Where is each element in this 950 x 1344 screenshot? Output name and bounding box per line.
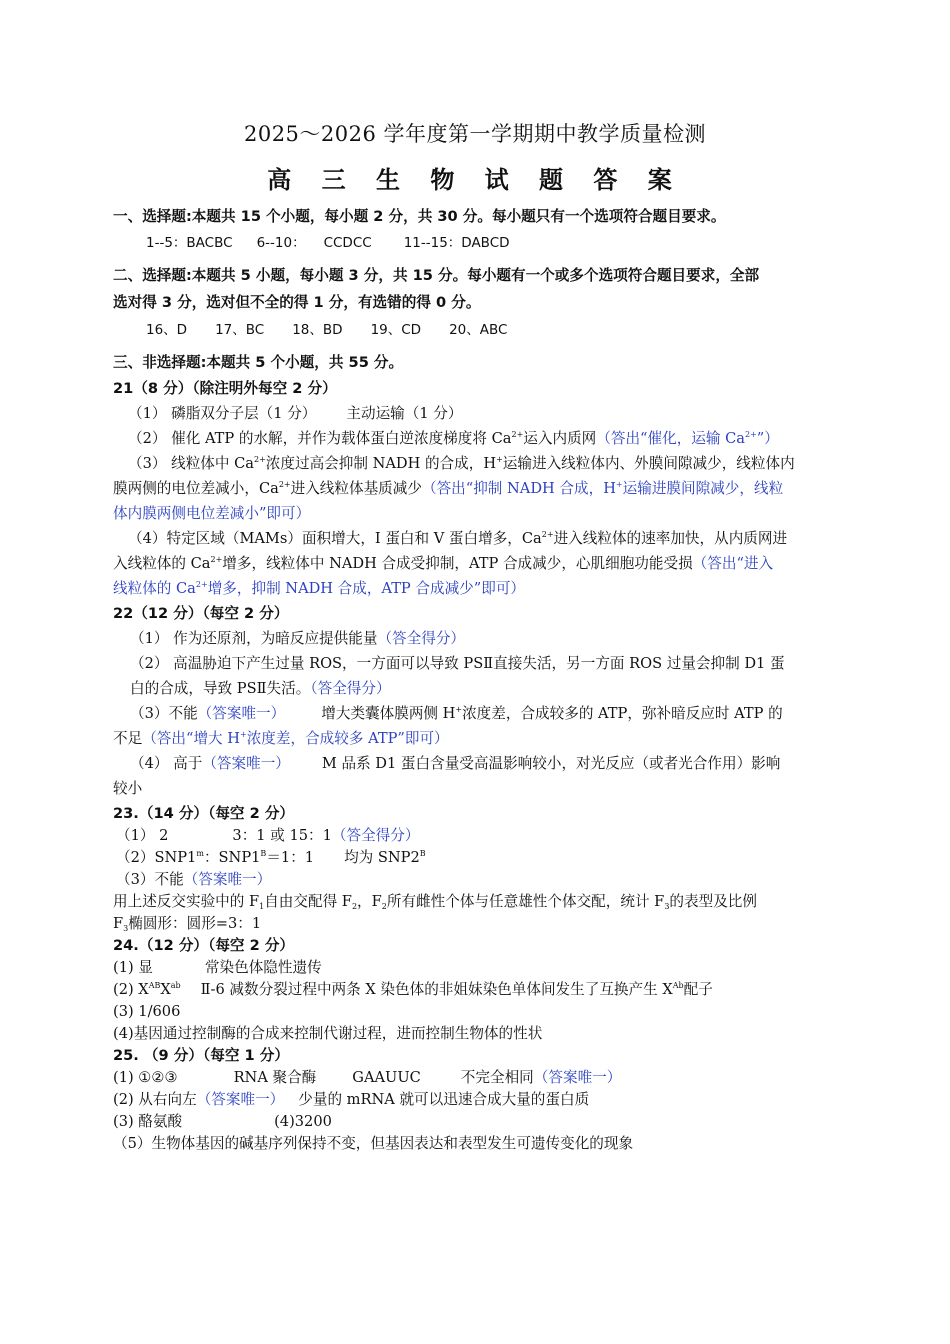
answers-1-5: 1--5：BACBC [146, 235, 233, 251]
grading-note: （答出“增大 H [142, 730, 240, 747]
q21-line-4: 膜两侧的电位差减小，$Ca^{2+}$进入线粒体基质减少（答出“抑制 NADH 合成，H+运输进膜间隙减少，线粒 [113, 480, 784, 497]
section-2-answers [146, 318, 873, 343]
answer-20: 20、ABC [449, 322, 508, 338]
q23-line-4: 用上述反交实验中的 $F_1$自由交配得 $F_2$，$F_2$所有雌性个体与任意雄性个体交配，统计 $F_3$的表型及比例 [113, 893, 757, 911]
q25-line-3: (3) 酪氨酸 (4)3200 [113, 1113, 332, 1130]
q25-line-2: (2) 从右向左（答案唯一） 少量的 mRNA 就可以迅速合成大量的蛋白质 [113, 1091, 590, 1108]
section-1-answers [146, 231, 873, 256]
section-2-heading-line2: 选对得 3 分，选对但不全的得 1 分，有选错的得 0 分。 [113, 294, 481, 311]
grading-note: （答全得分） [331, 827, 420, 844]
q23-line-5: $F_3$椭圆形：圆形=3：1 [113, 915, 262, 933]
q23-line-1: （1） 2 3：1 或 15：1（答全得分） [116, 827, 420, 844]
section-2-heading-line1: 二、选择题:本题共 5 小题，每小题 3 分，共 15 分。每小题有一个或多个选项符合题目要求，全部 [113, 267, 760, 284]
grading-note: （答案唯一） [533, 1069, 622, 1086]
q22-heading: 22（12 分）（每空 2 分） [113, 605, 289, 622]
q24-line-2: (2) $X^{AB}X^{ab}$ Ⅱ-6 减数分裂过程中两条 X 染色体的非姐妹染色单体间发生了互换产生 $X^{Ab}$配子 [113, 981, 713, 998]
grading-note: （答案唯一） [202, 755, 290, 772]
q24-heading: 24.（12 分）（每空 2 分） [113, 937, 295, 954]
q22-line-2: （2） 高温胁迫下产生过量 ROS，一方面可以导致 PSⅡ直接失活，另一方面 ROS 过量会抑制 D1 蛋 [130, 655, 785, 672]
grading-note: （答出“催化，运输 Ca [596, 430, 745, 447]
q21-line-3: （3） 线粒体中 $Ca^{2+}$浓度过高会抑制 NADH 的合成，H+运输进入线粒体内、外膜间隙减少，线粒体内 [128, 455, 795, 472]
q25-line-4: （5）生物体基因的碱基序列保持不变，但基因表达和表型发生可遗传变化的现象 [113, 1135, 634, 1152]
page-title: 高 三 生 物 试 题 答 案 [267, 165, 683, 194]
q24-line-1: (1) 显 常染色体隐性遗传 [113, 959, 322, 976]
answer-18: 18、BD [292, 322, 343, 338]
q22-line-3: 白的合成，导致 PSⅡ失活。（答全得分） [130, 680, 391, 697]
q25-line-1: (1) ①②③ RNA 聚合酶 GAAUUC 不完全相同（答案唯一） [113, 1069, 622, 1086]
q21-line-2: （2） 催化 ATP 的水解，并作为载体蛋白逆浓度梯度将 $Ca^{2+}$运入内质网（答出“催化，运输 $Ca^{2+}$”） [128, 430, 779, 447]
q24-line-4: (4)基因通过控制酶的合成来控制代谢过程，进而控制生物体的性状 [113, 1025, 543, 1042]
grading-note: （答案唯一） [183, 871, 272, 888]
q21-heading: 21（8 分）（除注明外每空 2 分） [113, 380, 337, 397]
section-3-heading: 三、非选择题:本题共 5 个小题，共 55 分。 [113, 354, 404, 371]
exam-term-title: 2025～2026 学年度第一学期期中教学质量检测 [243, 122, 707, 146]
answers-11-15: 11--15：DABCD [403, 235, 510, 251]
grading-note: （答案唯一） [197, 705, 286, 722]
section-1-heading: 一、选择题:本题共 15 个小题，每小题 2 分，共 30 分。每小题只有一个选项符合题目要求。 [113, 208, 726, 225]
answers-6-10-label: 6--10： [256, 235, 306, 251]
q21-line-1: （1） 磷脂双分子层（1 分） 主动运输（1 分） [128, 405, 463, 422]
q22-line-5: 不足（答出“增大 H+浓度差，合成较多 ATP”即可） [113, 730, 449, 747]
grading-note: （答全得分） [310, 680, 391, 697]
answer-19: 19、CD [370, 322, 422, 338]
q23-heading: 23.（14 分）（每空 2 分） [113, 805, 295, 822]
q22-line-4: （3）不能（答案唯一） 增大类囊体膜两侧 H+浓度差，合成较多的 ATP，弥补暗反应时 ATP 的 [130, 705, 783, 722]
q22-line-1: （1） 作为还原剂，为暗反应提供能量（答全得分） [130, 630, 466, 647]
q25-heading: 25. （9 分）（每空 1 分） [113, 1047, 289, 1064]
q21-line-5: 体内膜两侧电位差减小”即可） [113, 505, 311, 522]
grading-note: （答出“进入 [692, 555, 774, 572]
answer-16: 16、D [146, 322, 188, 338]
q22-line-6: （4） 高于（答案唯一） M 品系 D1 蛋白含量受高温影响较小，对光反应（或者光合作用）影响 [130, 755, 781, 772]
q24-line-3: (3) 1/606 [113, 1003, 181, 1020]
answer-17: 17、BC [215, 322, 265, 338]
grading-note: （答出“抑制 NADH 合成，H [421, 480, 616, 497]
q21-line-6: （4）特定区域（MAMs）面积增大，I 蛋白和 V 蛋白增多，$Ca^{2+}$进入线粒体的速率加快，从内质网进 [128, 530, 788, 547]
q21-line-8: 线粒体的 $Ca^{2+}$增多，抑制 NADH 合成，ATP 合成减少”即可） [113, 580, 526, 597]
q23-line-2: （2）SNP1$^m$：$SNP1^B=1$：1 均为 $SNP2^B$ [116, 849, 426, 866]
q21-line-7: 入线粒体的 $Ca^{2+}$增多，线粒体中 NADH 合成受抑制，ATP 合成减少，心肌细胞功能受损（答出“进入 [113, 555, 774, 572]
grading-note: （答全得分） [377, 630, 466, 647]
answers-6-10: CCDCC [323, 235, 372, 251]
grading-note: （答案唯一） [196, 1091, 285, 1108]
q22-line-7: 较小 [113, 780, 143, 797]
q23-line-3: （3）不能（答案唯一） [116, 871, 272, 888]
